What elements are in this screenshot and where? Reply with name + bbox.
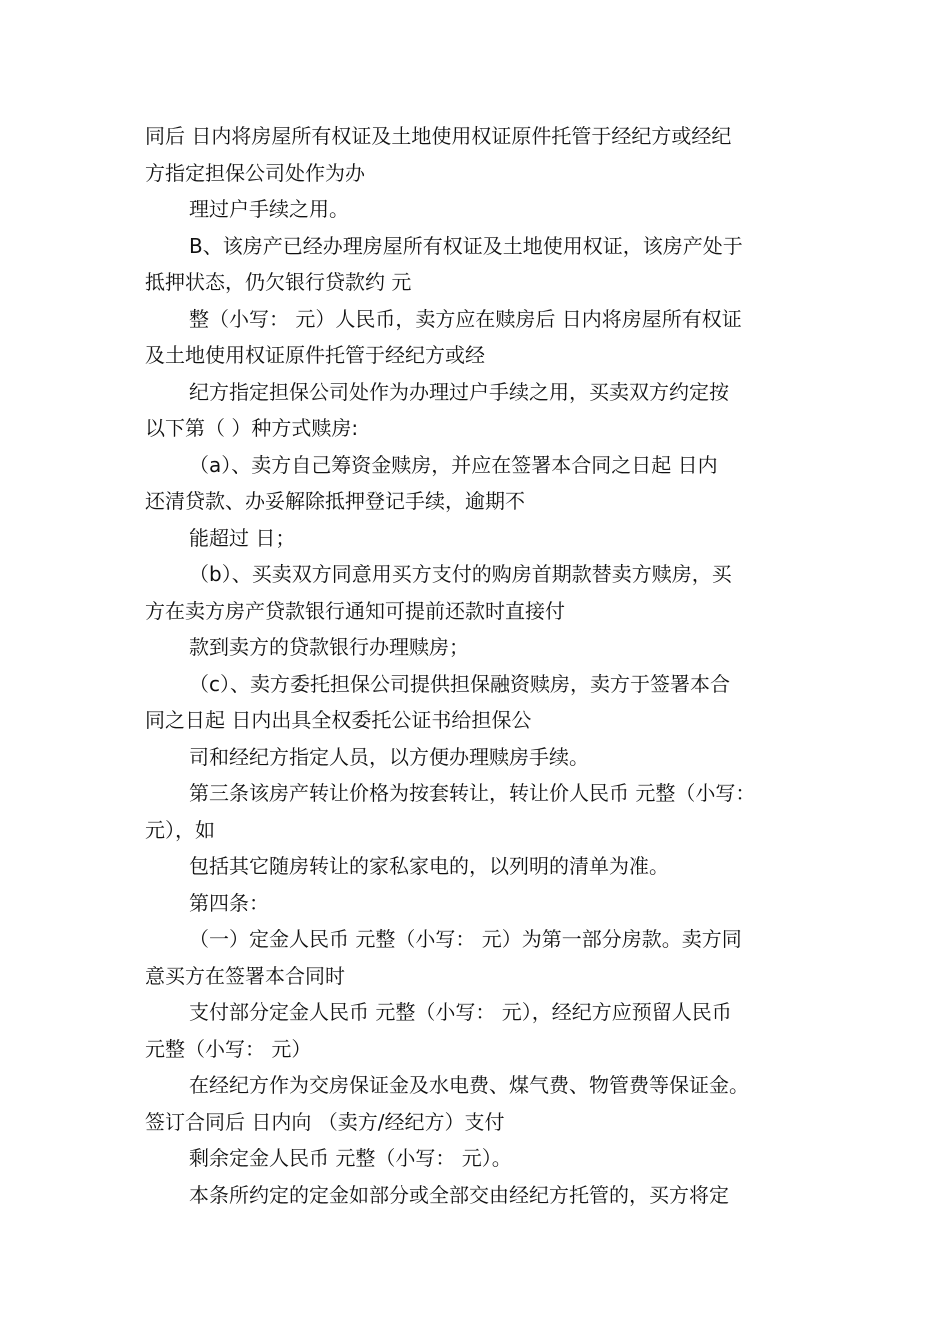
text-line: 意买方在签署本合同时 — [145, 963, 345, 988]
text-line: 包括其它随房转让的家私家电的，以列明的清单为准。 — [189, 854, 669, 878]
text-line: 元），如 — [145, 817, 215, 842]
text-line: 及土地使用权证原件托管于经纪方或经 — [145, 343, 485, 367]
text-line: （a）、卖方自己筹资金赎房，并应在签署本合同之日起 日内 — [189, 452, 718, 477]
text-line: B、该房产已经办理房屋所有权证及土地使用权证，该房产处于 — [189, 233, 743, 258]
text-line: 同后 日内将房屋所有权证及土地使用权证原件托管于经纪方或经纪 — [145, 124, 732, 148]
text-line: 元整（小写： 元） — [145, 1036, 312, 1061]
text-line: 以下第（ ）种方式赎房: — [145, 416, 359, 440]
text-line: 本条所约定的定金如部分或全部交由经纪方托管的，买方将定 — [189, 1182, 729, 1207]
text-line: 司和经纪方指定人员，以方便办理赎房手续。 — [189, 744, 589, 769]
text-line: 还清贷款、办妥解除抵押登记手续，逾期不 — [145, 489, 525, 513]
contract-text-body — [145, 118, 825, 1213]
text-line: 同之日起 日内出具全权委托公证书给担保公 — [145, 708, 532, 732]
text-line: 款到卖方的贷款银行办理赎房； — [189, 635, 469, 659]
text-line: （c）、卖方委托担保公司提供担保融资赎房，卖方于签署本合 — [189, 671, 730, 696]
text-line: 纪方指定担保公司处作为办理过户手续之用，买卖双方约定按 — [189, 379, 729, 404]
text-line: （一）定金人民币 元整（小写： 元）为第一部分房款。卖方同 — [189, 927, 742, 951]
text-line: 剩余定金人民币 元整（小写： 元）。 — [189, 1146, 512, 1170]
text-line: （b）、买卖双方同意用买方支付的购房首期款替卖方赎房，买 — [189, 562, 732, 586]
text-line: 在经纪方作为交房保证金及水电费、煤气费、物管费等保证金。 — [189, 1073, 749, 1097]
text-line: 理过户手续之用。 — [189, 197, 349, 221]
text-line: 第三条该房产转让价格为按套转让，转让价人民币 元整（小写： — [189, 781, 756, 805]
text-line: 方指定担保公司处作为办 — [145, 160, 365, 185]
text-line: 整（小写： 元）人民币，卖方应在赎房后 日内将房屋所有权证 — [189, 306, 742, 331]
text-line: 第四条： — [189, 890, 269, 915]
text-line: 支付部分定金人民币 元整（小写： 元），经纪方应预留人民币 — [189, 1000, 732, 1024]
text-line: 签订合同后 日内向 （卖方/经纪方）支付 — [145, 1109, 505, 1134]
text-line: 能超过 日； — [189, 525, 296, 550]
text-line: 抵押状态，仍欠银行贷款约 元 — [145, 270, 412, 294]
text-line: 方在卖方房产贷款银行通知可提前还款时直接付 — [145, 598, 565, 623]
